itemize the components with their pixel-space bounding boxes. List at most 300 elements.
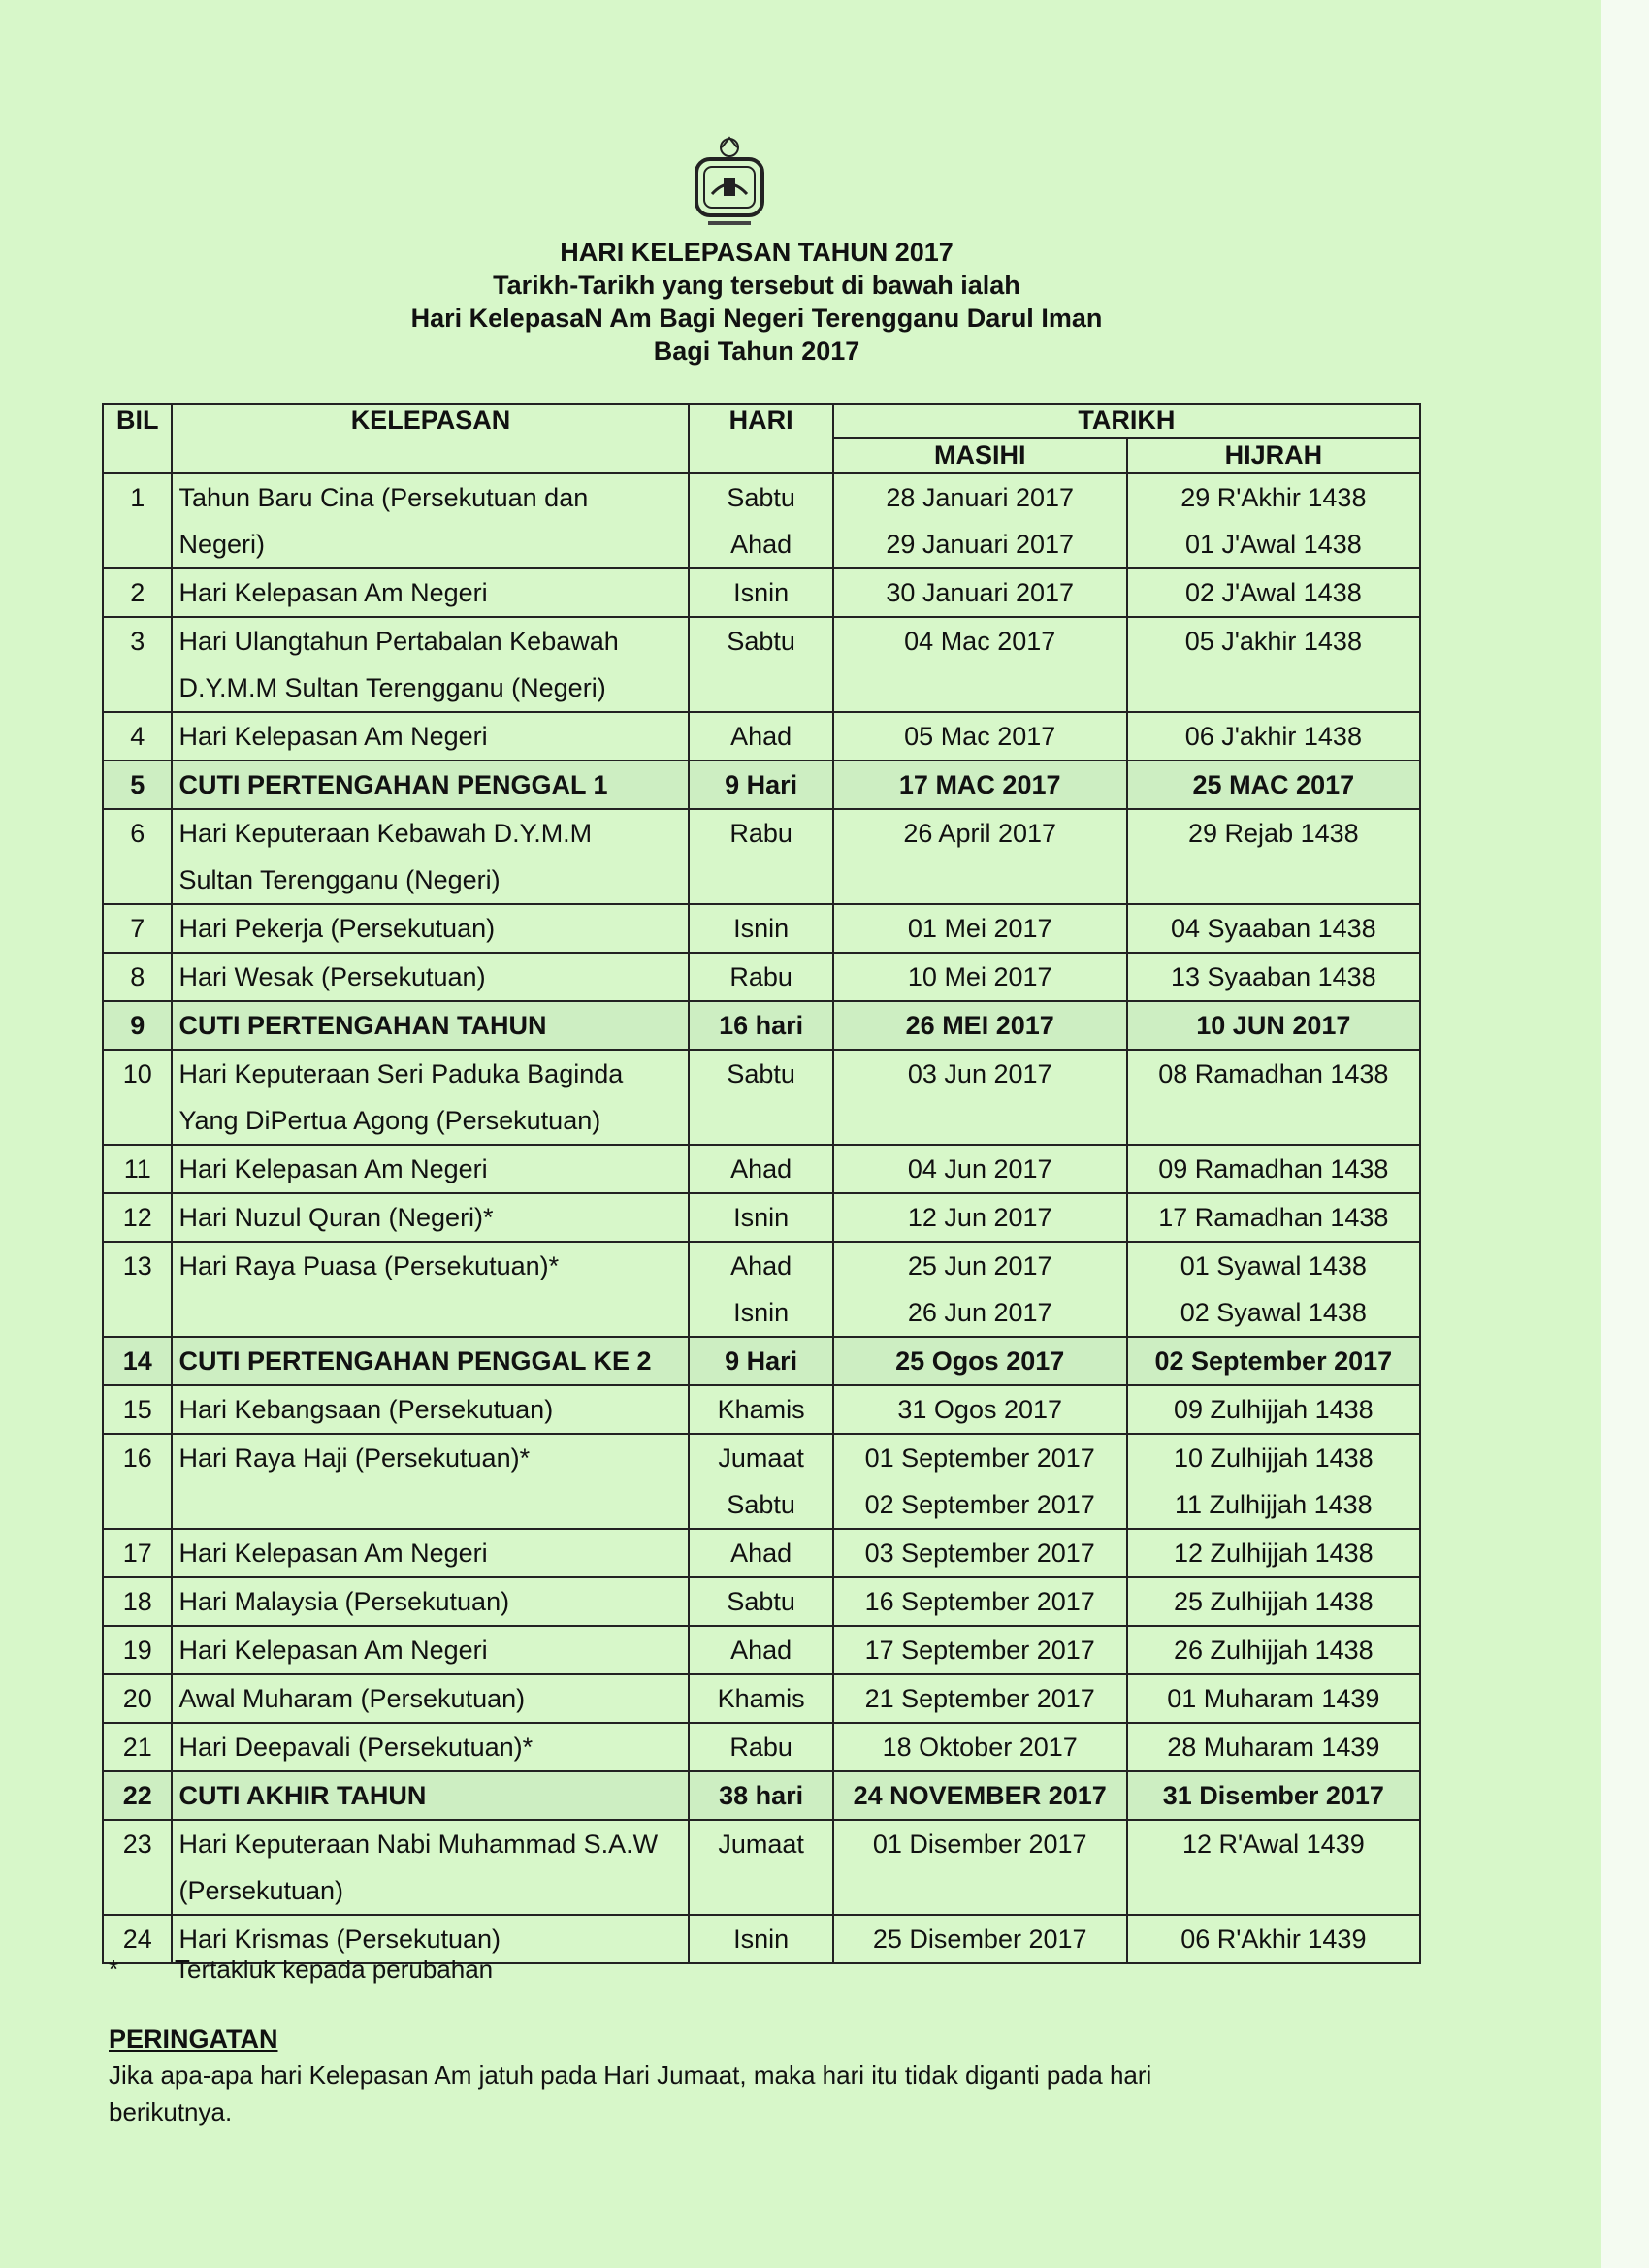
cell-kelepasan-line: Hari Nuzul Quran (Negeri)*	[178, 1203, 494, 1232]
cell-masihi	[833, 1820, 1127, 1915]
cell-hari-line: Sabtu	[727, 627, 795, 656]
cell-bil-line: 16	[122, 1443, 152, 1473]
cell-masihi	[833, 1050, 1127, 1145]
cell-masihi-line: 18 Oktober 2017	[882, 1733, 1078, 1762]
cell-kelepasan	[172, 1626, 689, 1674]
cell-kelepasan	[172, 1529, 689, 1577]
cell-bil	[103, 1385, 172, 1434]
cell-hijrah-line: 25 Zulhijjah 1438	[1174, 1587, 1374, 1616]
cell-masihi	[833, 1674, 1127, 1723]
cell-kelepasan	[172, 953, 689, 1001]
cell-hijrah	[1127, 473, 1420, 568]
cell-kelepasan-line: Hari Krismas (Persekutuan)	[178, 1925, 501, 1954]
cell-kelepasan	[172, 1723, 689, 1771]
cell-masihi-line: 17 MAC 2017	[898, 770, 1061, 799]
cell-bil-line: 2	[130, 578, 146, 607]
cell-kelepasan	[172, 1385, 689, 1434]
cell-hijrah-line: 02 J'Awal 1438	[1184, 578, 1362, 607]
warning-text: Jika apa-apa hari Kelepasan Am jatuh pada Hari Jumaat, maka hari itu tidak diganti pada hari berikutnya.	[109, 2060, 1152, 2126]
cell-masihi-line: 30 Januari 2017	[886, 578, 1075, 607]
table-row	[103, 1337, 1420, 1385]
cell-bil-line	[110, 857, 165, 903]
cell-masihi-line	[840, 1097, 1120, 1144]
cell-hijrah-line: 09 Ramadhan 1438	[1158, 1154, 1389, 1183]
cell-masihi	[833, 1385, 1127, 1434]
cell-bil-line: 7	[130, 914, 146, 943]
cell-kelepasan	[172, 1242, 689, 1337]
cell-hijrah-line: 01 Muharam 1439	[1167, 1684, 1380, 1713]
table-row	[103, 1723, 1420, 1771]
cell-hijrah	[1127, 568, 1420, 617]
cell-hari	[689, 1529, 832, 1577]
cell-hari	[689, 712, 832, 761]
header-title: HARI KELEPASAN TAHUN 2017	[560, 238, 954, 267]
cell-masihi-line: 01 September 2017	[864, 1443, 1095, 1473]
cell-kelepasan	[172, 761, 689, 809]
cell-hari-line	[695, 664, 825, 711]
cell-masihi-line: 01 Mei 2017	[907, 914, 1052, 943]
cell-kelepasan-line: Hari Kelepasan Am Negeri	[178, 1636, 488, 1665]
cell-hari-line: Rabu	[729, 962, 792, 991]
cell-kelepasan	[172, 568, 689, 617]
cell-bil-line: 1	[130, 483, 146, 512]
cell-hijrah	[1127, 1337, 1420, 1385]
cell-hari-line	[695, 857, 825, 903]
header-subtitle-3: Bagi Tahun 2017	[653, 337, 860, 366]
cell-kelepasan	[172, 1820, 689, 1915]
cell-hijrah-line: 17 Ramadhan 1438	[1158, 1203, 1389, 1232]
cell-masihi-line: 21 September 2017	[864, 1684, 1095, 1713]
cell-bil-line: 17	[122, 1539, 152, 1568]
cell-bil	[103, 809, 172, 904]
cell-bil	[103, 1626, 172, 1674]
cell-hari	[689, 1337, 832, 1385]
cell-hijrah-line: 29 R'Akhir 1438	[1180, 483, 1367, 512]
cell-bil	[103, 1145, 172, 1193]
cell-bil-line: 10	[122, 1059, 152, 1088]
cell-kelepasan-line: Tahun Baru Cina (Persekutuan dan	[178, 483, 589, 512]
cell-hari-line: Khamis	[717, 1684, 805, 1713]
table-row	[103, 761, 1420, 809]
cell-masihi-line: 03 Jun 2017	[907, 1059, 1052, 1088]
cell-kelepasan	[172, 1050, 689, 1145]
cell-kelepasan	[172, 617, 689, 712]
cell-hijrah-line: 26 Zulhijjah 1438	[1174, 1636, 1374, 1665]
cell-masihi	[833, 1771, 1127, 1820]
cell-hari	[689, 1145, 832, 1193]
cell-bil-line: 20	[122, 1684, 152, 1713]
cell-hari-line: Ahad	[730, 1539, 792, 1568]
cell-kelepasan-line: Hari Kelepasan Am Negeri	[178, 1154, 488, 1183]
cell-hari	[689, 568, 832, 617]
cell-hijrah-line: 01 Syawal 1438	[1180, 1251, 1367, 1280]
cell-kelepasan-line: CUTI PERTENGAHAN PENGGAL 1	[178, 770, 608, 799]
cell-hari-line	[695, 1867, 825, 1914]
table-row	[103, 1193, 1420, 1242]
cell-kelepasan-line: Hari Deepavali (Persekutuan)*	[178, 1733, 534, 1762]
footnote	[109, 1955, 493, 1985]
header-subtitle-1: Tarikh-Tarikh yang tersebut di bawah ialah	[493, 271, 1020, 300]
warning-title: PERINGATAN	[109, 2025, 278, 2054]
cell-masihi	[833, 1001, 1127, 1050]
cell-kelepasan-line	[178, 1481, 682, 1528]
cell-hijrah	[1127, 1771, 1420, 1820]
cell-hari-line: Isnin	[733, 578, 790, 607]
col-header-bil: BIL	[103, 404, 172, 473]
cell-hijrah	[1127, 1385, 1420, 1434]
cell-bil-line: 19	[122, 1636, 152, 1665]
cell-kelepasan-line: Hari Keputeraan Nabi Muhammad S.A.W	[178, 1830, 659, 1859]
cell-masihi	[833, 1529, 1127, 1577]
cell-kelepasan	[172, 1434, 689, 1529]
cell-hari-line: Ahad	[730, 1251, 792, 1280]
cell-masihi-line: 31 Ogos 2017	[897, 1395, 1063, 1424]
cell-kelepasan-line: Awal Muharam (Persekutuan)	[178, 1684, 526, 1713]
cell-hijrah	[1127, 1050, 1420, 1145]
cell-kelepasan-line: Yang DiPertua Agong (Persekutuan)	[178, 1106, 601, 1135]
cell-hari	[689, 1434, 832, 1529]
cell-hari	[689, 1193, 832, 1242]
footnote-mark: *	[109, 1955, 119, 1984]
cell-masihi	[833, 712, 1127, 761]
cell-hari-line: 38 hari	[719, 1781, 804, 1810]
cell-hijrah	[1127, 1626, 1420, 1674]
cell-hijrah-line: 10 JUN 2017	[1196, 1011, 1351, 1040]
cell-masihi-line: 12 Jun 2017	[907, 1203, 1052, 1232]
cell-bil	[103, 1577, 172, 1626]
cell-hijrah	[1127, 1529, 1420, 1577]
cell-bil-line: 6	[130, 819, 146, 848]
cell-hijrah-line: 09 Zulhijjah 1438	[1174, 1395, 1374, 1424]
cell-bil-line: 13	[122, 1251, 152, 1280]
cell-bil-line: 22	[122, 1781, 152, 1810]
cell-hijrah-line: 10 Zulhijjah 1438	[1174, 1443, 1374, 1473]
cell-hari	[689, 809, 832, 904]
cell-kelepasan	[172, 809, 689, 904]
cell-hari-line: Rabu	[729, 1733, 792, 1762]
cell-masihi	[833, 1145, 1127, 1193]
cell-kelepasan-line: CUTI PERTENGAHAN TAHUN	[178, 1011, 547, 1040]
cell-hijrah	[1127, 1242, 1420, 1337]
cell-bil	[103, 1820, 172, 1915]
cell-masihi-line: 29 Januari 2017	[886, 530, 1075, 559]
cell-kelepasan	[172, 1771, 689, 1820]
table-row	[103, 1385, 1420, 1434]
cell-masihi	[833, 809, 1127, 904]
cell-kelepasan	[172, 473, 689, 568]
cell-hijrah-line: 25 MAC 2017	[1192, 770, 1355, 799]
cell-masihi	[833, 953, 1127, 1001]
cell-hijrah-line: 28 Muharam 1439	[1167, 1733, 1380, 1762]
cell-masihi	[833, 1434, 1127, 1529]
cell-bil-line: 4	[130, 722, 146, 751]
cell-hari-line: Isnin	[733, 1925, 790, 1954]
table-row	[103, 1626, 1420, 1674]
cell-kelepasan-line: Sultan Terengganu (Negeri)	[178, 865, 501, 894]
cell-masihi-line: 26 MEI 2017	[905, 1011, 1054, 1040]
cell-kelepasan-line: CUTI AKHIR TAHUN	[178, 1781, 427, 1810]
cell-bil	[103, 1674, 172, 1723]
cell-hari-line: Isnin	[733, 914, 790, 943]
cell-hijrah	[1127, 1145, 1420, 1193]
cell-hari	[689, 1050, 832, 1145]
cell-hari	[689, 1385, 832, 1434]
cell-hijrah-line: 12 Zulhijjah 1438	[1174, 1539, 1374, 1568]
cell-masihi-line: 03 September 2017	[864, 1539, 1095, 1568]
cell-bil-line: 9	[130, 1011, 146, 1040]
col-header-kelepasan: KELEPASAN	[172, 404, 689, 473]
table-row	[103, 1242, 1420, 1337]
cell-kelepasan-line: Hari Raya Puasa (Persekutuan)*	[178, 1251, 560, 1280]
cell-hijrah	[1127, 904, 1420, 953]
cell-hijrah	[1127, 1723, 1420, 1771]
cell-bil	[103, 1434, 172, 1529]
cell-kelepasan-line	[178, 1289, 682, 1336]
cell-kelepasan-line: Hari Kebangsaan (Persekutuan)	[178, 1395, 554, 1424]
cell-bil-line: 21	[122, 1733, 152, 1762]
cell-hijrah-line: 05 J'akhir 1438	[1184, 627, 1362, 656]
cell-bil	[103, 1723, 172, 1771]
cell-hijrah-line: 04 Syaaban 1438	[1170, 914, 1376, 943]
cell-bil-line	[110, 521, 165, 567]
cell-bil-line: 14	[122, 1346, 152, 1376]
cell-hijrah	[1127, 1577, 1420, 1626]
holiday-table	[102, 403, 1421, 1964]
cell-hijrah-line: 02 Syawal 1438	[1180, 1298, 1367, 1327]
cell-bil	[103, 1529, 172, 1577]
cell-bil	[103, 1242, 172, 1337]
cell-hari-line: Sabtu	[727, 1059, 795, 1088]
cell-bil-line: 8	[130, 962, 146, 991]
cell-bil	[103, 761, 172, 809]
cell-kelepasan-line: Hari Kelepasan Am Negeri	[178, 722, 488, 751]
cell-hari-line: Ahad	[730, 530, 792, 559]
cell-masihi	[833, 1242, 1127, 1337]
cell-kelepasan	[172, 712, 689, 761]
cell-bil-line: 11	[123, 1154, 151, 1183]
cell-hijrah	[1127, 617, 1420, 712]
cell-bil-line: 12	[122, 1203, 152, 1232]
col-header-tarikh: TARIKH	[833, 404, 1420, 438]
cell-kelepasan	[172, 1337, 689, 1385]
cell-masihi-line	[840, 1867, 1120, 1914]
document-header	[0, 236, 1513, 368]
table-row	[103, 617, 1420, 712]
cell-masihi-line: 02 September 2017	[864, 1490, 1095, 1519]
cell-masihi-line: 25 Jun 2017	[907, 1251, 1052, 1280]
cell-kelepasan-line: Hari Kelepasan Am Negeri	[178, 1539, 488, 1568]
cell-hari-line: Sabtu	[727, 1587, 795, 1616]
cell-hijrah-line: 31 Disember 2017	[1162, 1781, 1384, 1810]
cell-hijrah	[1127, 712, 1420, 761]
cell-hari	[689, 1626, 832, 1674]
cell-masihi	[833, 473, 1127, 568]
cell-masihi-line: 16 September 2017	[864, 1587, 1095, 1616]
cell-bil-line	[110, 1097, 165, 1144]
cell-masihi-line: 25 Ogos 2017	[895, 1346, 1065, 1376]
table-row	[103, 953, 1420, 1001]
cell-bil-line	[110, 1867, 165, 1914]
cell-hari-line: 9 Hari	[725, 1346, 798, 1376]
cell-hari-line: 9 Hari	[725, 770, 798, 799]
cell-bil-line	[110, 664, 165, 711]
cell-bil-line: 15	[122, 1395, 152, 1424]
cell-bil	[103, 712, 172, 761]
cell-hijrah-line	[1134, 664, 1413, 711]
cell-hijrah	[1127, 1674, 1420, 1723]
cell-hari-line: 16 hari	[719, 1011, 804, 1040]
cell-masihi-line: 04 Jun 2017	[907, 1154, 1052, 1183]
cell-masihi	[833, 1577, 1127, 1626]
cell-bil	[103, 1001, 172, 1050]
state-crest-icon	[679, 136, 780, 233]
cell-hari	[689, 473, 832, 568]
header-subtitle-2: Hari KelepasaN Am Bagi Negeri Terengganu Darul Iman	[410, 304, 1103, 333]
cell-hari	[689, 1820, 832, 1915]
cell-hijrah-line	[1134, 1097, 1413, 1144]
cell-masihi-line	[840, 857, 1120, 903]
cell-kelepasan	[172, 1193, 689, 1242]
scan-edge	[1600, 0, 1649, 2268]
cell-hari	[689, 1674, 832, 1723]
cell-bil-line	[110, 1289, 165, 1336]
cell-masihi	[833, 1626, 1127, 1674]
cell-hijrah-line: 08 Ramadhan 1438	[1158, 1059, 1389, 1088]
col-header-hari: HARI	[689, 404, 832, 473]
table-row	[103, 473, 1420, 568]
cell-masihi-line: 17 September 2017	[864, 1636, 1095, 1665]
table-row	[103, 1434, 1420, 1529]
cell-hijrah	[1127, 953, 1420, 1001]
table-row	[103, 1674, 1420, 1723]
cell-hijrah	[1127, 1915, 1420, 1963]
cell-hari	[689, 953, 832, 1001]
cell-hijrah	[1127, 1820, 1420, 1915]
table-row	[103, 1771, 1420, 1820]
table-row	[103, 904, 1420, 953]
cell-hijrah-line: 06 R'Akhir 1439	[1180, 1925, 1367, 1954]
table-row	[103, 568, 1420, 617]
cell-hari	[689, 1723, 832, 1771]
cell-hijrah	[1127, 1434, 1420, 1529]
cell-bil-line: 18	[122, 1587, 152, 1616]
cell-hari-line: Isnin	[733, 1298, 790, 1327]
cell-kelepasan-line: Hari Raya Haji (Persekutuan)*	[178, 1443, 531, 1473]
cell-masihi-line: 28 Januari 2017	[886, 483, 1075, 512]
cell-kelepasan-line: Negeri)	[178, 530, 265, 559]
cell-hari	[689, 761, 832, 809]
cell-hari-line: Ahad	[730, 1154, 792, 1183]
table-row	[103, 1145, 1420, 1193]
cell-hijrah	[1127, 1193, 1420, 1242]
holiday-table-body	[103, 473, 1420, 1963]
cell-bil	[103, 568, 172, 617]
cell-hijrah-line: 13 Syaaban 1438	[1170, 962, 1376, 991]
cell-hari-line: Rabu	[729, 819, 792, 848]
cell-masihi-line: 05 Mac 2017	[904, 722, 1056, 751]
cell-hari-line: Sabtu	[727, 483, 795, 512]
cell-bil	[103, 1771, 172, 1820]
cell-bil-line: 3	[130, 627, 146, 656]
cell-bil-line	[110, 1481, 165, 1528]
cell-masihi-line: 26 Jun 2017	[907, 1298, 1052, 1327]
cell-masihi	[833, 617, 1127, 712]
cell-masihi-line: 26 April 2017	[903, 819, 1057, 848]
cell-hari-line: Ahad	[730, 1636, 792, 1665]
cell-hijrah	[1127, 809, 1420, 904]
cell-masihi-line: 25 Disember 2017	[872, 1925, 1087, 1954]
cell-kelepasan-line: Hari Wesak (Persekutuan)	[178, 962, 486, 991]
cell-hari	[689, 904, 832, 953]
cell-bil	[103, 1050, 172, 1145]
cell-masihi-line: 01 Disember 2017	[872, 1830, 1087, 1859]
cell-hijrah-line: 11 Zulhijjah 1438	[1175, 1490, 1373, 1519]
cell-kelepasan-line: (Persekutuan)	[178, 1876, 344, 1905]
cell-bil	[103, 473, 172, 568]
cell-hari	[689, 1915, 832, 1963]
cell-kelepasan-line: Hari Keputeraan Kebawah D.Y.M.M	[178, 819, 593, 848]
table-row	[103, 1529, 1420, 1577]
table-row	[103, 1001, 1420, 1050]
cell-hari	[689, 617, 832, 712]
cell-masihi-line: 24 NOVEMBER 2017	[853, 1781, 1107, 1810]
cell-bil	[103, 953, 172, 1001]
cell-hijrah-line	[1134, 857, 1413, 903]
cell-bil-line: 24	[122, 1925, 152, 1954]
cell-masihi	[833, 1723, 1127, 1771]
cell-masihi-line: 10 Mei 2017	[907, 962, 1052, 991]
cell-bil	[103, 1193, 172, 1242]
col-header-hijrah: HIJRAH	[1127, 438, 1420, 473]
cell-bil	[103, 904, 172, 953]
cell-masihi	[833, 568, 1127, 617]
cell-hari-line: Sabtu	[727, 1490, 795, 1519]
cell-kelepasan	[172, 1577, 689, 1626]
cell-bil	[103, 617, 172, 712]
cell-kelepasan	[172, 1001, 689, 1050]
cell-hijrah-line	[1134, 1867, 1413, 1914]
table-row	[103, 1050, 1420, 1145]
cell-hijrah-line: 12 R'Awal 1439	[1181, 1830, 1365, 1859]
col-header-masihi: MASIHI	[833, 438, 1127, 473]
cell-kelepasan	[172, 904, 689, 953]
cell-hari-line: Isnin	[733, 1203, 790, 1232]
cell-bil	[103, 1337, 172, 1385]
cell-kelepasan	[172, 1145, 689, 1193]
cell-hari	[689, 1577, 832, 1626]
cell-kelepasan-line: Hari Keputeraan Seri Paduka Baginda	[178, 1059, 624, 1088]
cell-hijrah	[1127, 1001, 1420, 1050]
cell-hari-line	[695, 1097, 825, 1144]
table-row	[103, 809, 1420, 904]
cell-kelepasan-line: CUTI PERTENGAHAN PENGGAL KE 2	[178, 1346, 652, 1376]
cell-bil-line: 23	[122, 1830, 152, 1859]
cell-hijrah-line: 01 J'Awal 1438	[1184, 530, 1362, 559]
cell-hari	[689, 1001, 832, 1050]
cell-hijrah-line: 02 September 2017	[1154, 1346, 1393, 1376]
cell-kelepasan-line: Hari Kelepasan Am Negeri	[178, 578, 488, 607]
cell-kelepasan-line: Hari Pekerja (Persekutuan)	[178, 914, 496, 943]
footnote-text: Tertakluk kepada perubahan	[175, 1955, 494, 1984]
cell-hijrah-line: 29 Rejab 1438	[1188, 819, 1359, 848]
table-row	[103, 1820, 1420, 1915]
cell-hari-line: Khamis	[717, 1395, 805, 1424]
cell-masihi-line: 04 Mac 2017	[904, 627, 1056, 656]
cell-masihi	[833, 1337, 1127, 1385]
cell-hari-line: Ahad	[730, 722, 792, 751]
cell-hari-line: Jumaat	[718, 1443, 804, 1473]
cell-masihi	[833, 761, 1127, 809]
